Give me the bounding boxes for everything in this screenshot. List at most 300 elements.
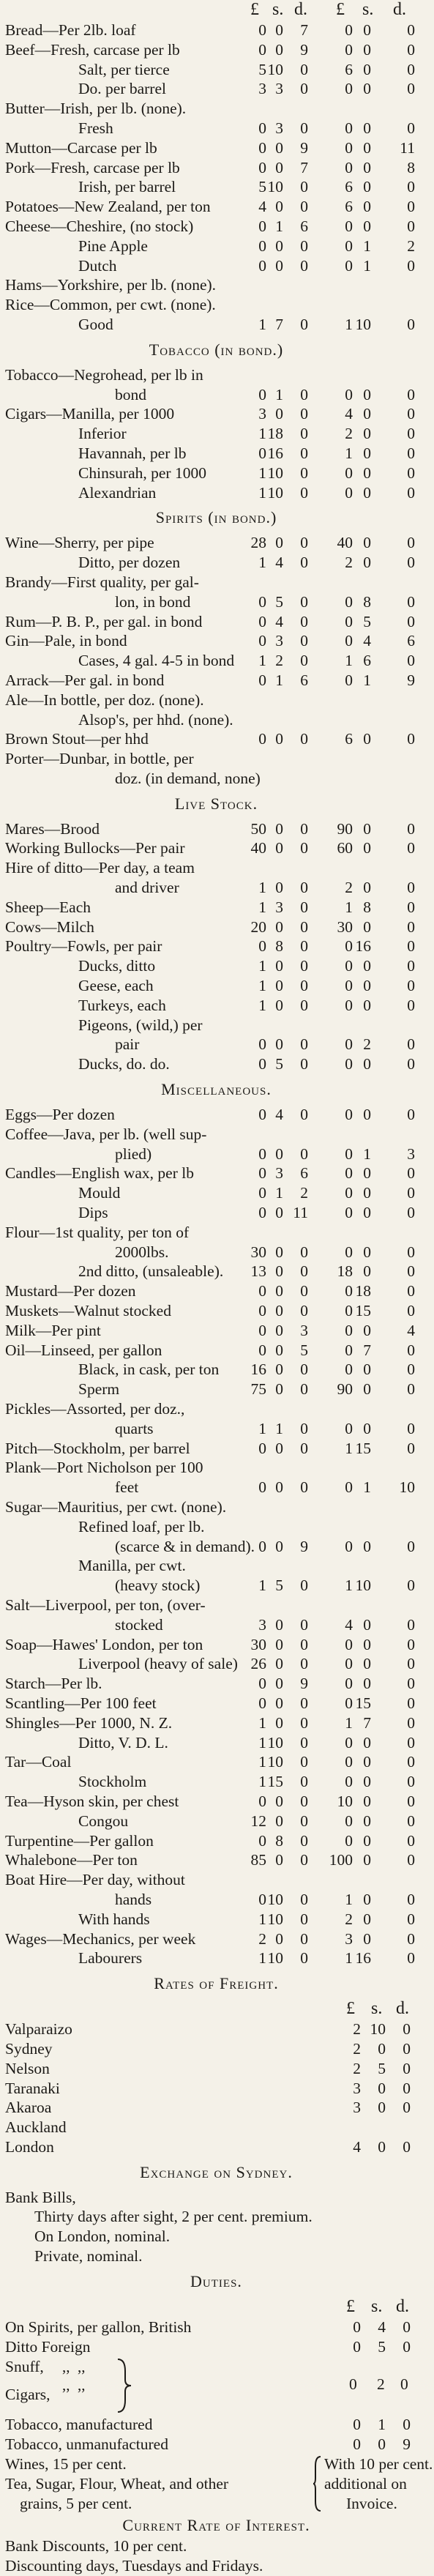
tea-duty: Tea, Sugar, Flour, Wheat, and other: [5, 2474, 229, 2493]
item-label: lon, in bond: [115, 592, 191, 611]
item-label: Liverpool (heavy of sale): [78, 1655, 238, 1673]
item-label: Alexandrian: [78, 483, 157, 502]
high-shillings-value: 16: [355, 1949, 371, 1968]
high-pounds-value: 0: [345, 1831, 353, 1850]
price-column-headers: [5, 0, 427, 21]
high-pounds-value: 10: [337, 1792, 353, 1810]
high-pounds-value: 6: [345, 198, 353, 216]
item-label: Beef—Fresh, carcase per lb: [5, 40, 180, 59]
high-pounds-value: 2: [345, 879, 353, 897]
price-row: [5, 1183, 427, 1203]
high-pence-value: 0: [407, 1713, 415, 1732]
low-pence-value: 7: [300, 158, 308, 176]
low-pence-value: 0: [300, 1106, 308, 1124]
high-pounds-value: 0: [345, 1360, 353, 1379]
low-pence-value: 0: [300, 839, 308, 857]
live-stock-prices: [5, 819, 427, 1074]
duties-pence-header: d.: [396, 2296, 409, 2316]
item-label: Good: [78, 315, 113, 333]
item-label: On Spirits, per gallon, British: [5, 2318, 192, 2336]
low-shillings-value: 5: [275, 592, 283, 611]
low-shillings-value: 0: [275, 1282, 283, 1300]
high-shillings-value: 0: [363, 957, 371, 975]
low-shillings-value: 10: [267, 1890, 283, 1908]
price-row: [5, 1301, 427, 1321]
price-row: [5, 631, 427, 651]
low-pence-value: 6: [300, 1164, 308, 1183]
high-pence-value: 4: [407, 1321, 415, 1339]
price-row: [5, 1910, 427, 1929]
price-row: [5, 295, 427, 315]
high-shillings-value: 10: [355, 315, 371, 333]
high-pounds-value: 0: [345, 1282, 353, 1300]
price-row: [5, 119, 427, 138]
low-pence-value: 0: [300, 1302, 308, 1320]
low-shillings-value: 3: [275, 1164, 283, 1183]
price-row: [5, 858, 427, 878]
item-label: Wages—Mechanics, per week: [5, 1929, 196, 1948]
high-pence-value: 0: [407, 1243, 415, 1261]
low-shillings-value: 3: [275, 898, 283, 916]
low-shillings-value: 1: [275, 1184, 283, 1202]
price-row: [5, 1713, 427, 1733]
low-shillings-value: 0: [275, 1478, 283, 1497]
item-label: Hire of ditto—Per day, a team: [5, 859, 195, 877]
low-pounds-value: 1: [258, 898, 266, 916]
low-pounds-value: 0: [258, 1302, 266, 1320]
item-label: Pickles—Assorted, per doz.,: [5, 1400, 185, 1418]
low-pence-value: 0: [300, 1929, 308, 1948]
ad-valorem-note-2: additional on: [324, 2474, 407, 2493]
low-pounds-value: 0: [258, 256, 266, 275]
high-shillings-value: 0: [363, 879, 371, 897]
item-label: Ducks, do. do.: [78, 1055, 170, 1073]
price-row: [5, 1772, 427, 1792]
item-label: Hams—Yorkshire, per lb. (none).: [5, 276, 217, 294]
high-shillings-value: 0: [363, 1733, 371, 1752]
high-pence-value: 0: [407, 217, 415, 235]
freight-shilling-header: s.: [371, 1999, 383, 2019]
price-row: [5, 1164, 427, 1183]
high-pounds-value: 0: [345, 1655, 353, 1673]
pounds-value: 2: [353, 2059, 361, 2077]
low-shillings-value: 0: [275, 819, 283, 838]
price-row: [5, 1458, 427, 1478]
price-row: [5, 1144, 427, 1164]
low-pence-value: 0: [300, 1243, 308, 1261]
low-pence-value: 0: [300, 1851, 308, 1869]
high-pounds-value: 0: [345, 1144, 353, 1163]
high-pence-value: 0: [407, 444, 415, 462]
item-label: Starch—Per lb.: [5, 1675, 102, 1693]
low-pounds-value: 0: [258, 730, 266, 748]
low-pence-value: 0: [300, 917, 308, 936]
low-shillings-value: 8: [275, 1831, 283, 1850]
low-pence-value: 0: [300, 1792, 308, 1810]
low-shillings-value: 0: [275, 1341, 283, 1359]
price-row: [5, 898, 427, 917]
price-row: [5, 177, 427, 197]
low-shillings-value: 0: [275, 158, 283, 176]
high-shillings-value: 18: [355, 1282, 371, 1300]
low-shillings-value: 10: [267, 1753, 283, 1771]
low-pounds-value: 0: [258, 1204, 266, 1222]
spirits-prices: [5, 533, 427, 788]
price-row: [5, 553, 427, 573]
high-pounds-value: 0: [345, 385, 353, 403]
price-row: [5, 2039, 427, 2059]
item-label: Bread—Per 2lb. loaf: [5, 21, 136, 39]
item-label: Pitch—Stockholm, per barrel: [5, 1439, 190, 1457]
high-shillings-value: 15: [355, 1302, 371, 1320]
high-pounds-value: 4: [345, 405, 353, 423]
freight-pence-header: d.: [396, 1999, 409, 2019]
item-label: Cheese—Cheshire, (no stock): [5, 217, 194, 235]
item-label: Whalebone—Per ton: [5, 1851, 138, 1869]
price-row: [5, 1419, 427, 1439]
high-pence-value: 0: [407, 819, 415, 838]
low-pence-value: 0: [300, 315, 308, 333]
low-pounds-value: 1: [258, 1419, 266, 1437]
high-pounds-value: 0: [345, 1321, 353, 1339]
tobacco-prices: [5, 365, 427, 503]
item-label: plied): [115, 1144, 152, 1163]
price-row: [5, 315, 427, 335]
high-pounds-value: 0: [345, 1773, 353, 1791]
item-label: Ditto, V. D. L.: [78, 1733, 168, 1752]
price-row: [5, 1281, 427, 1301]
high-shillings-value: 1: [363, 237, 371, 255]
high-shillings-value: 0: [363, 1419, 371, 1437]
low-shillings-value: 10: [267, 178, 283, 196]
low-pounds-value: 3: [258, 1615, 266, 1634]
high-shillings-value: 10: [355, 1577, 371, 1595]
high-pence-value: 0: [407, 1537, 415, 1555]
shillings-value: 1: [378, 2416, 386, 2434]
low-shillings-value: 0: [275, 1321, 283, 1339]
high-shillings-value: 0: [363, 60, 371, 78]
low-pence-value: 3: [300, 1321, 308, 1339]
high-pounds-value: 0: [345, 80, 353, 98]
item-label: Salt, per tierce: [78, 60, 170, 78]
low-pounds-value: 1: [258, 1949, 266, 1968]
high-pounds-value: 0: [345, 977, 353, 995]
low-shillings-value: 15: [267, 1773, 283, 1791]
price-row: [5, 612, 427, 632]
low-pounds-value: 0: [258, 671, 266, 689]
price-row: [5, 217, 427, 237]
low-shillings-value: 0: [275, 40, 283, 59]
text-line: Thirty days after sight, 2 per cent. premium.: [34, 2208, 313, 2226]
price-row: [5, 671, 427, 690]
high-pence-value: 0: [407, 996, 415, 1014]
high-pounds-value: 0: [345, 1204, 353, 1222]
pence-value: 0: [403, 2337, 411, 2356]
item-label: pair: [115, 1035, 140, 1054]
item-label: Muskets—Walnut stocked: [5, 1302, 171, 1320]
low-pence-value: 0: [300, 957, 308, 975]
price-row: [5, 275, 427, 295]
item-label: Inferior: [78, 425, 127, 443]
item-label: Coffee—Java, per lb. (well sup-: [5, 1125, 207, 1143]
section-heading-spirits: Spirits (in bond.): [155, 508, 277, 527]
low-shillings-value: 0: [275, 977, 283, 995]
brace-icon: [313, 2454, 323, 2513]
high-shillings-value: 0: [363, 119, 371, 137]
high-shillings-value: 4: [363, 632, 371, 650]
section-heading-miscellaneous: Miscellaneous.: [161, 1080, 272, 1099]
low-pounds-value: 26: [250, 1655, 266, 1673]
duties-tobacco: [5, 2415, 427, 2454]
low-shillings-value: 1: [275, 385, 283, 403]
high-shillings-value: 0: [363, 1812, 371, 1830]
low-pounds-value: 0: [258, 217, 266, 235]
high-shillings-value: 0: [363, 178, 371, 196]
low-pounds-value: 1: [258, 1753, 266, 1771]
item-label: Plank—Port Nicholson per 100: [5, 1459, 203, 1477]
high-shillings-value: 0: [363, 917, 371, 936]
low-pence-value: 0: [300, 1478, 308, 1497]
duties-shilling-header: s.: [371, 2296, 383, 2316]
interest-lines: [5, 2536, 427, 2576]
high-shillings-value: 0: [363, 1055, 371, 1073]
price-row: [5, 1016, 427, 1035]
low-pounds-value: 3: [258, 80, 266, 98]
item-label: Tobacco, unmanufactured: [5, 2435, 168, 2454]
low-shillings-value: 0: [275, 1439, 283, 1457]
pounds-value: 0: [353, 2337, 361, 2356]
price-row: [5, 1635, 427, 1655]
item-label: Dips: [78, 1204, 108, 1222]
low-pence-value: 6: [300, 217, 308, 235]
shillings-value: 0: [378, 2079, 386, 2097]
high-pounds-value: 0: [345, 1753, 353, 1771]
high-pence-value: 0: [407, 1792, 415, 1810]
low-pounds-value: 0: [258, 1341, 266, 1359]
item-label: Rice—Common, per cwt. (none).: [5, 296, 216, 314]
item-label: Irish, per barrel: [78, 178, 176, 196]
item-label: Brown Stout—per hhd: [5, 730, 149, 748]
high-pence-value: 0: [407, 1262, 415, 1281]
low-pounds-value: 75: [250, 1380, 266, 1399]
low-pounds-value: 1: [258, 315, 266, 333]
pence-value: 0: [403, 2079, 411, 2097]
item-label: (heavy stock): [115, 1577, 201, 1595]
price-row: [5, 573, 427, 592]
low-shillings-value: 10: [267, 1733, 283, 1752]
item-label: Candles—English wax, per lb: [5, 1164, 194, 1183]
price-row: [5, 690, 427, 710]
item-label: Sugar—Mauritius, per cwt. (none).: [5, 1497, 227, 1516]
item-label: Cigars—Manilla, per 1000: [5, 405, 175, 423]
low-pounds-value: 28: [250, 534, 266, 552]
low-pounds-value: 0: [258, 1675, 266, 1693]
high-pence-value: 0: [407, 898, 415, 916]
high-pence-value: 6: [407, 632, 415, 650]
high-shillings-value: 0: [363, 21, 371, 39]
low-shillings-value: 0: [275, 405, 283, 423]
low-shillings-value: 0: [275, 1615, 283, 1634]
high-pounds-value: 2: [345, 554, 353, 572]
low-shillings-value: 0: [275, 1302, 283, 1320]
price-row: [5, 1399, 427, 1419]
low-pence-value: 0: [300, 1577, 308, 1595]
low-pence-value: 0: [300, 425, 308, 443]
low-pence-value: 0: [300, 1282, 308, 1300]
text-line: Bank Discounts, 10 per cent.: [5, 2537, 187, 2555]
ad-valorem-note-3: Invoice.: [346, 2494, 397, 2512]
low-pence-value: 0: [300, 178, 308, 196]
low-pounds-value: 12: [250, 1812, 266, 1830]
snuff-cigars-duty: [5, 2356, 427, 2415]
section-heading-interest: Current Rate of Interest.: [122, 2516, 310, 2535]
high-pounds-value: 0: [345, 464, 353, 482]
provisions-prices: [5, 21, 427, 335]
low-pence-value: 0: [300, 977, 308, 995]
price-row: [5, 2318, 427, 2337]
low-shillings-value: 0: [275, 1635, 283, 1653]
item-label: Congou: [78, 1812, 129, 1830]
item-label: Ditto Foreign: [5, 2337, 91, 2356]
item-label: Mutton—Carcase per lb: [5, 138, 157, 157]
item-label: Do. per barrel: [78, 80, 166, 98]
text-line: Bank Bills,: [5, 2188, 76, 2206]
price-row: [5, 769, 427, 789]
high-pence-value: 0: [407, 977, 415, 995]
high-shillings-value: 0: [363, 730, 371, 748]
high-pounds-value: 90: [337, 1380, 353, 1399]
pence-value: 0: [403, 2099, 411, 2117]
high-pounds-value: 1: [345, 315, 353, 333]
low-pence-value: 0: [300, 898, 308, 916]
high-pounds-value: 0: [345, 237, 353, 255]
shilling-header-2: s.: [362, 0, 374, 19]
pounds-value: 2: [353, 2039, 361, 2058]
price-row: [5, 1035, 427, 1054]
price-row: [5, 976, 427, 996]
price-row: [5, 1262, 427, 1281]
low-pounds-value: 0: [258, 21, 266, 39]
low-pounds-value: 16: [250, 1360, 266, 1379]
item-label: Scantling—Per 100 feet: [5, 1694, 157, 1712]
high-shillings-value: 0: [363, 1773, 371, 1791]
price-row: [5, 99, 427, 119]
low-shillings-value: 0: [275, 1243, 283, 1261]
section-heading-duties: Duties.: [190, 2271, 242, 2290]
price-row: [5, 1321, 427, 1341]
low-shillings-value: 0: [275, 198, 283, 216]
high-shillings-value: 1: [363, 1478, 371, 1497]
item-label: Salt—Liverpool, per ton, (over-: [5, 1596, 206, 1614]
item-label: Wine—Sherry, per pipe: [5, 534, 154, 552]
high-pence-value: 0: [407, 256, 415, 275]
high-pence-value: 0: [407, 178, 415, 196]
low-shillings-value: 0: [275, 1262, 283, 1281]
price-row: [5, 2137, 427, 2157]
high-shillings-value: 15: [355, 1439, 371, 1457]
low-pounds-value: 0: [258, 1321, 266, 1339]
price-row: [5, 1439, 427, 1459]
high-pounds-value: 0: [345, 256, 353, 275]
low-pence-value: 9: [300, 1675, 308, 1693]
price-row: [5, 237, 427, 256]
item-label: Turpentine—Per gallon: [5, 1831, 154, 1850]
high-pence-value: 0: [407, 917, 415, 936]
high-pence-value: 0: [407, 60, 415, 78]
high-pounds-value: 0: [345, 632, 353, 650]
item-label: hands: [115, 1890, 152, 1908]
item-label: Alsop's, per hhd. (none).: [78, 710, 233, 729]
low-pounds-value: 0: [258, 385, 266, 403]
high-pounds-value: 1: [345, 1439, 353, 1457]
low-shillings-value: 10: [267, 483, 283, 502]
high-pounds-value: 0: [345, 957, 353, 975]
high-pounds-value: 1: [345, 898, 353, 916]
low-shillings-value: 0: [275, 996, 283, 1014]
low-shillings-value: 0: [275, 237, 283, 255]
item-label: Sheep—Each: [5, 898, 91, 916]
high-pence-value: 2: [407, 237, 415, 255]
high-pence-value: 0: [407, 1615, 415, 1634]
price-row: [5, 60, 427, 80]
high-pence-value: 0: [407, 385, 415, 403]
item-label: Oil—Linseed, per gallon: [5, 1341, 162, 1359]
high-shillings-value: 0: [363, 158, 371, 176]
high-pence-value: 0: [407, 1890, 415, 1908]
low-pounds-value: 0: [258, 937, 266, 956]
item-label: Valparaizo: [5, 2020, 72, 2039]
wines-duty: Wines, 15 per cent.: [5, 2455, 127, 2473]
low-pounds-value: 1: [258, 1773, 266, 1791]
high-pence-value: 0: [407, 1733, 415, 1752]
high-shillings-value: 5: [363, 612, 371, 630]
low-shillings-value: 0: [275, 1380, 283, 1399]
high-shillings-value: 0: [363, 385, 371, 403]
price-row: [5, 365, 427, 385]
item-label: 2nd ditto, (unsaleable).: [78, 1262, 224, 1281]
low-pence-value: 9: [300, 138, 308, 157]
text-line: Private, nominal.: [34, 2247, 143, 2266]
duties-pound-header: £: [346, 2296, 355, 2316]
high-pounds-value: 6: [345, 730, 353, 748]
price-row: [5, 2118, 427, 2137]
price-row: [5, 424, 427, 444]
low-pounds-value: 30: [250, 1635, 266, 1653]
high-pence-value: 0: [407, 1419, 415, 1437]
price-row: [5, 158, 427, 178]
price-row: [5, 956, 427, 976]
item-label: Brandy—First quality, per gal-: [5, 573, 199, 591]
item-label: bond: [115, 385, 146, 403]
low-shillings-value: 0: [275, 917, 283, 936]
low-pence-value: 0: [300, 119, 308, 137]
high-pence-value: 0: [407, 1635, 415, 1653]
high-pence-value: 0: [407, 464, 415, 482]
price-row: [5, 937, 427, 956]
low-shillings-value: 0: [275, 1144, 283, 1163]
low-pounds-value: 0: [258, 612, 266, 630]
low-pounds-value: 1: [258, 996, 266, 1014]
high-shillings-value: 2: [363, 1035, 371, 1054]
high-shillings-value: 8: [363, 898, 371, 916]
low-shillings-value: 0: [275, 21, 283, 39]
price-row: [5, 651, 427, 671]
item-label: Butter—Irish, per lb. (none).: [5, 100, 187, 118]
price-row: [5, 385, 427, 405]
price-row: [5, 1380, 427, 1399]
price-row: [5, 79, 427, 99]
exchange-lines: [5, 2188, 427, 2266]
